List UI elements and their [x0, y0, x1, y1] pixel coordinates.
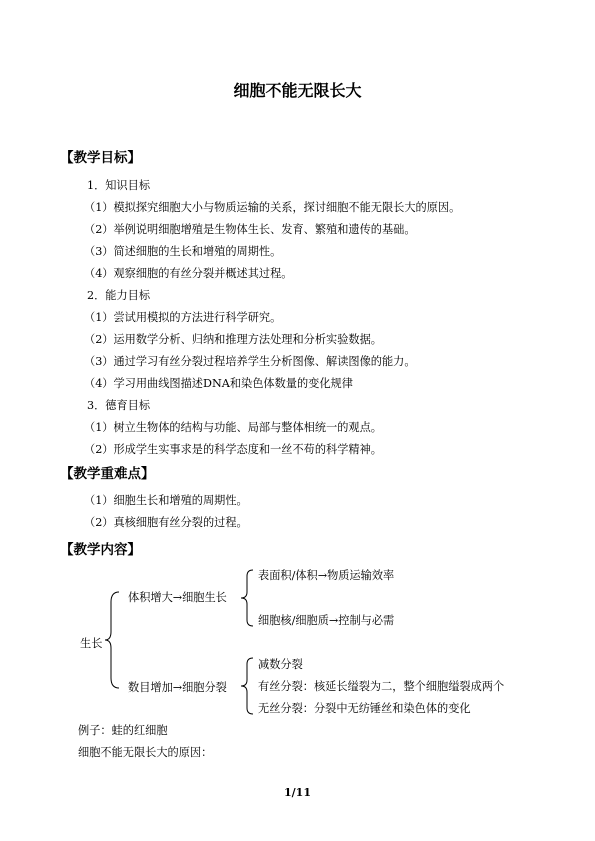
page-title: 细胞不能无限长大 [233, 81, 362, 100]
reason-text: 细胞不能无限长大的原因： [78, 746, 213, 759]
goal-line: （1）尝试用模拟的方法进行科学研究。 [84, 311, 282, 324]
branch2-brace [239, 656, 255, 716]
key-point-line: （1）细胞生长和增殖的周期性。 [84, 494, 248, 507]
leaf-nucleus-cytoplasm: 细胞核/细胞质→控制与必需 [258, 614, 395, 627]
goal-line: （2）运用数学分析、归纳和推理方法处理和分析实验数据。 [84, 333, 382, 346]
goal-line: （3）简述细胞的生长和增殖的周期性。 [84, 245, 282, 258]
branch-volume-growth: 体积增大→细胞生长 [128, 591, 227, 604]
key-point-line: （2）真核细胞有丝分裂的过程。 [84, 516, 248, 529]
goal-line: （2）形成学生实事求是的科学态度和一丝不苟的科学精神。 [84, 443, 382, 456]
leaf-amitosis: 无丝分裂：分裂中无纺锤丝和染色体的变化 [258, 702, 471, 715]
goal-line: （1）树立生物体的结构与功能、局部与整体相统一的观点。 [84, 421, 382, 434]
goal-line: （3）通过学习有丝分裂过程培养学生分析图像、解读图像的能力。 [84, 355, 416, 368]
leaf-mitosis: 有丝分裂：核延长缢裂为二，整个细胞缢裂成两个 [258, 680, 505, 693]
goal-line: （4）观察细胞的有丝分裂并概述其过程。 [84, 267, 293, 280]
section-heading-goals: 【教学目标】 [60, 150, 141, 166]
goal-line: （4）学习用曲线图描述DNA和染色体数量的变化规律 [84, 377, 353, 390]
branch-number-increase: 数目增加→细胞分裂 [128, 681, 227, 694]
goal-line: （2）举例说明细胞增殖是生物体生长、发育、繁殖和遗传的基础。 [84, 223, 416, 236]
branch1-brace [239, 568, 255, 628]
goal-line: 2．能力目标 [87, 289, 151, 302]
section-heading-content: 【教学内容】 [60, 542, 141, 558]
page-number: 1/11 [284, 786, 311, 799]
section-heading-key-points: 【教学重难点】 [60, 466, 155, 482]
root-brace [103, 590, 121, 690]
goal-line: （1）模拟探究细胞大小与物质运输的关系，探讨细胞不能无限长大的原因。 [84, 201, 461, 214]
leaf-meiosis: 减数分裂 [258, 658, 303, 671]
leaf-surface-volume: 表面积/体积→物质运输效率 [258, 569, 395, 582]
tree-root: 生长 [80, 637, 103, 650]
goal-line: 1．知识目标 [87, 179, 151, 192]
example-text: 例子：蛙的红细胞 [78, 724, 168, 737]
goal-line: 3．德育目标 [87, 399, 151, 412]
